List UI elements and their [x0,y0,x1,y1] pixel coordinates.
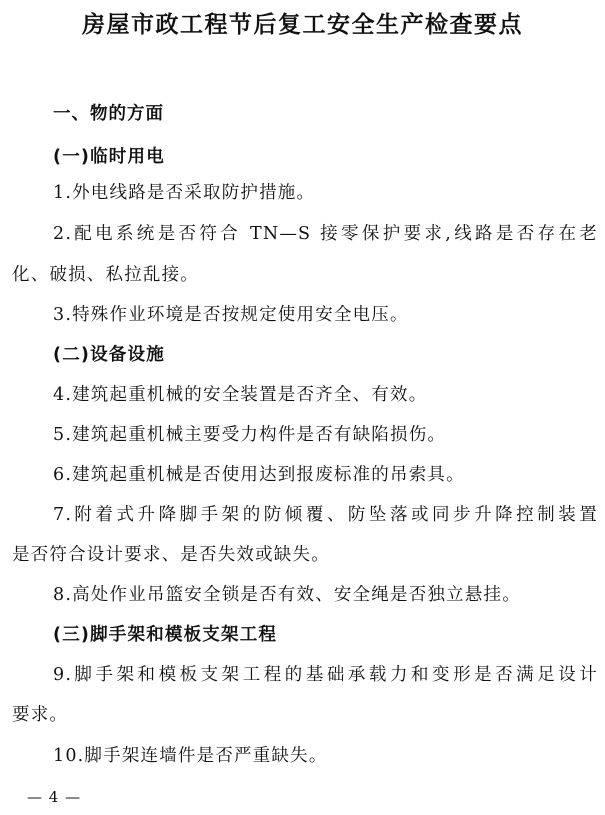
item-3: 3.特殊作业环境是否按规定使用安全电压。 [53,305,409,325]
item-8: 8.高处作业吊篮安全锁是否有效、安全绳是否独立悬挂。 [53,585,521,605]
sub-heading-scaffolding: (三)脚手架和模板支架工程 [53,625,278,645]
item-9-line-2: 要求。 [12,705,69,725]
item-5: 5.建筑起重机械主要受力构件是否有缺陷损伤。 [53,425,447,445]
item-7-line-1: 7.附着式升降脚手架的防倾覆、防坠落或同步升降控制装置 [53,505,598,525]
sub-heading-equipment: (二)设备设施 [53,345,165,365]
page-title: 房屋市政工程节后复工安全生产检查要点 [82,12,523,38]
item-9-line-1: 9.脚手架和模板支架工程的基础承载力和变形是否满足设计 [53,665,598,685]
item-6: 6.建筑起重机械是否使用达到报废标准的吊索具。 [53,465,465,485]
item-2-line-1: 2.配电系统是否符合 TN—S 接零保护要求,线路是否存在老 [53,224,598,244]
item-10: 10.脚手架连墙件是否严重缺失。 [53,746,328,766]
item-7-line-2: 是否符合设计要求、是否失效或缺失。 [12,545,330,565]
sub-heading-temporary-power: (一)临时用电 [53,147,165,167]
section-heading: 一、物的方面 [53,104,164,124]
item-4: 4.建筑起重机械的安全装置是否齐全、有效。 [53,385,428,405]
item-2-line-2: 化、破损、私拉乱接。 [12,265,199,285]
item-1: 1.外电线路是否采取防护措施。 [53,183,316,203]
page-number: — 4 — [27,788,82,806]
